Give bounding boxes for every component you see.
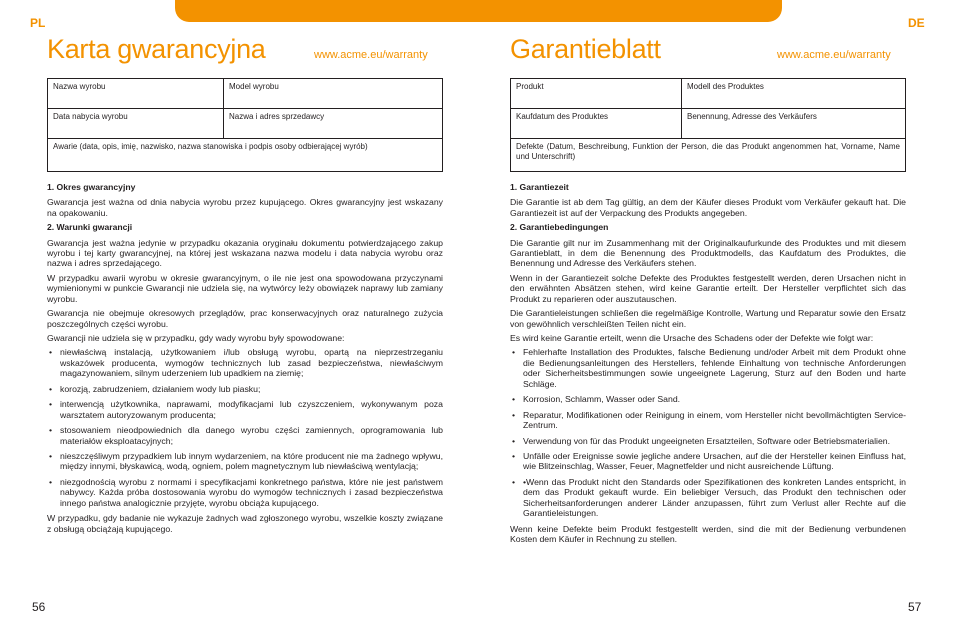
warranty-url-pl: www.acme.eu/warranty xyxy=(314,49,428,61)
list-item: • Verwendung von für das Produkt ungeeigneten Ersatzteilen, Software oder Betriebsmaterialien. xyxy=(510,436,906,446)
paragraph: Die Garantie gilt nur im Zusammenhang mit der Originalkaufurkunde des Produktes und mit diesem Garantieblatt, in dem die Benennung des Produktmodells, das Kaufdatum des Produktes, die Benennung und Adresse des Verkäufers stehen. xyxy=(510,237,906,269)
warranty-form-de xyxy=(510,78,906,172)
form-cell-seller: Benennung, Adresse des Verkäufers xyxy=(682,109,906,139)
form-cell-defects: Defekte (Datum, Beschreibung, Funktion der Person, die das Produkt angenommen hat, Vorname, Name und Unterschrift) xyxy=(511,139,906,172)
form-cell-model: Model wyrobu xyxy=(224,79,443,109)
form-cell-seller: Nazwa i adres sprzedawcy xyxy=(224,109,443,139)
paragraph: Gwarancja jest ważna od dnia nabycia wyrobu przez kupującego. Okres gwarancyjny jest wskazany na opakowaniu. xyxy=(47,197,443,218)
page-title-pl: Karta gwarancyjna xyxy=(47,34,266,64)
list-item: • niezgodnością wyrobu z normami i specyfikacjami konkretnego państwa, które nie jest państwem nabywcy. Każda próba dostosowania wyrobu do wymogów technicznych i zasad bezpieczeństwa innego państwa analogicznie przyjęte, wyrobu obciąża kupującego. xyxy=(47,477,443,508)
section-heading: 2. Garantiebedingungen xyxy=(510,222,609,233)
form-cell-purchase-date: Kaufdatum des Produktes xyxy=(511,109,682,139)
list-item: • stosowaniem nieodpowiednich dla danego wyrobu części zamiennych, oprogramowania lub materiałów eksploatacyjnych; xyxy=(47,425,443,446)
section-heading: 2. Warunki gwarancji xyxy=(47,222,133,233)
paragraph: Gwarancja nie obejmuje okresowych przeglądów, prac konserwacyjnych oraz naturalnego zużycia poszczególnych części wyrobu. xyxy=(47,308,443,329)
list-item: • niewłaściwą instalacją, użytkowaniem i/lub obsługą wyrobu, opartą na nieprzestrzeganiu wskazówek producenta, wymogów technicznych lub zasad bezpieczeństwa, niewłaściwym magazynowaniem, silnym uderzeniem lub upadkiem na ziemię; xyxy=(47,347,443,378)
warranty-url-de: www.acme.eu/warranty xyxy=(777,49,891,61)
form-cell-product-name: Produkt xyxy=(511,79,682,109)
paragraph: Gwarancja jest ważna jedynie w przypadku okazania oryginału dokumentu potwierdzającego zakup wyrobu i tej karty gwarancyjnej, na której jest wskazana nazwa modelu i data nabycia wyrobu oraz nazwa i adres sprzedającego. xyxy=(47,237,443,269)
language-label-pl: PL xyxy=(30,16,46,30)
exclusions-list xyxy=(47,347,443,508)
section-heading: 1. Garantiezeit xyxy=(510,182,569,192)
paragraph: Die Garantieleistungen schließen die regelmäßige Kontrolle, Wartung und Reparatur sowie den Ersatz von gewöhnlich verschleißten Teilen nicht ein. xyxy=(510,308,906,329)
warranty-terms-pl xyxy=(47,182,443,538)
list-item: • interwencją użytkownika, naprawami, modyfikacjami lub czyszczeniem, wykonywanym poza warsztatem autoryzowanym producenta; xyxy=(47,399,443,420)
list-item: • •Wenn das Produkt nicht den Standards oder Spezifikationen des konkreten Landes entspricht, in dem das Produkt gekauft wurde. Ein beliebiger Versuch, das Produkt den technischen oder Sicherheitsanforderungen anderer Länder anzupassen, führt zum Verlust aller Rechte auf die Garantieleistungen. xyxy=(510,477,906,519)
list-item: • Korrosion, Schlamm, Wasser oder Sand. xyxy=(510,394,906,404)
warranty-terms-de xyxy=(510,182,906,548)
list-item: • Fehlerhafte Installation des Produktes, falsche Bedienung und/oder Arbeit mit dem Produkt ohne die Bedienungsanleitungen des Herstellers, fehlende Einhaltung von technische Anforderungen oder Sicherheitsbestimmungen sowie ungeeignete Lagerung, Sturz auf den Boden und harte Schläge. xyxy=(510,347,906,389)
paragraph: Gwarancji nie udziela się w przypadku, gdy wady wyrobu były spowodowane: xyxy=(47,333,345,343)
paragraph: Die Garantie ist ab dem Tag gültig, an dem der Käufer dieses Produkt vom Verkäufer gekauft hat. Die Garantiezeit ist auf der Verpackung des Produkts angegeben. xyxy=(510,197,906,218)
list-item: • korozją, zabrudzeniem, działaniem wody lub piasku; xyxy=(47,384,443,394)
language-label-de: DE xyxy=(908,16,925,30)
top-banner xyxy=(175,0,782,22)
paragraph: Es wird keine Garantie erteilt, wenn die Ursache des Schadens oder der Defekte wie folgt war: xyxy=(510,333,874,343)
list-item: • nieszczęśliwym przypadkiem lub innym wydarzeniem, na które producent nie ma żadnego wpływu, między innymi, błyskawicą, wodą, ogniem, polem magnetycznym lub niewłaściwą wentylacją; xyxy=(47,451,443,472)
form-cell-defects: Awarie (data, opis, imię, nazwisko, nazwa stanowiska i podpis osoby odbierającej wyrób) xyxy=(48,139,443,172)
page-number-left: 56 xyxy=(32,600,46,614)
list-item: • Reparatur, Modifikationen oder Reinigung in einem, vom Hersteller nicht bevollmächtigten Service-Zentrum. xyxy=(510,410,906,431)
section-heading: 1. Okres gwarancyjny xyxy=(47,182,136,192)
paragraph: W przypadku, gdy badanie nie wykazuje żadnych wad zgłoszonego wyrobu, wszelkie koszty związane z obsługą obciążają kupującego. xyxy=(47,513,443,534)
page-number-right: 57 xyxy=(908,600,922,614)
page-title-de: Garantieblatt xyxy=(510,34,661,64)
paragraph: Wenn in der Garantiezeit solche Defekte des Produktes festgestellt werden, deren Ursachen nicht in den erwähnten Absätzen stehen, wird keine Garantie erteilt. Der Hersteller verpflichtet sich das Produkt zu reparieren oder auszutauschen. xyxy=(510,272,906,304)
form-cell-model: Modell des Produktes xyxy=(682,79,906,109)
form-cell-purchase-date: Data nabycia wyrobu xyxy=(48,109,224,139)
list-item: • Unfälle oder Ereignisse sowie jegliche andere Ursachen, auf die der Hersteller keinen Einfluss hat, wie Blitzeinschlag, Wasser, Feuer, Magnetfelder und nicht ausreichende Lüftung. xyxy=(510,451,906,472)
paragraph: W przypadku awarii wyrobu w okresie gwarancyjnym, o ile nie jest ona spowodowana przyczynami wymienionymi w punkcie Gwarancji nie udziela się, na wytwórcy leży obowiązek naprawy lub zamiany wyrobu. xyxy=(47,272,443,304)
form-cell-product-name: Nazwa wyrobu xyxy=(48,79,224,109)
paragraph: Wenn keine Defekte beim Produkt festgestellt werden, sind die mit der Bedienung verbundenen Kosten dem Käufer in Rechnung zu stellen. xyxy=(510,523,906,544)
exclusions-list xyxy=(510,347,906,518)
warranty-form-pl xyxy=(47,78,443,172)
